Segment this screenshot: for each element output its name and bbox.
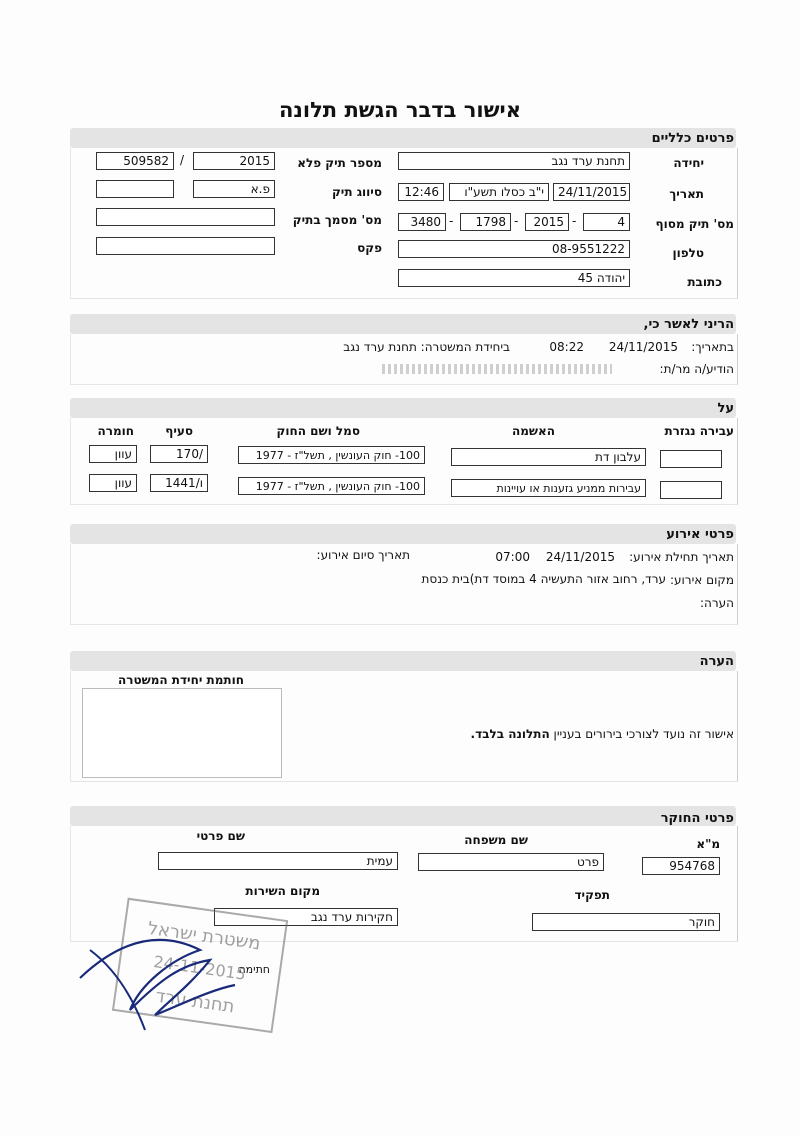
date-label: תאריך xyxy=(669,187,704,201)
event-heading: פרטי אירוע xyxy=(666,527,734,542)
stamp-line1: משטרת ישראל xyxy=(146,917,262,955)
first-name-label: שם פרטי xyxy=(196,829,245,843)
doc-num-label: מס' מסמך בתיק xyxy=(292,213,382,227)
offenses-heading: על xyxy=(717,401,734,416)
last-name-field: פרט xyxy=(418,853,604,871)
classification-label: סיווג תיק xyxy=(331,185,382,199)
pla-number-field: 509582 xyxy=(96,152,174,170)
event-place-value: ערד, רחוב אזור התעשיה 4 במוסד דת)בית כנסת xyxy=(421,572,666,586)
redacted-name xyxy=(382,364,612,374)
stamp-label: חותמת יחידת המשטרה xyxy=(117,673,244,687)
offense-row1-derived xyxy=(660,450,722,468)
offense-row2-law: 100- חוק העונשין , תשל"ז - 1977 xyxy=(238,477,425,495)
event-start-label: תאריך תחילת אירוע: xyxy=(629,550,734,564)
role-field: חוקר xyxy=(532,913,720,931)
first-name-field: עמית xyxy=(158,852,398,870)
classification-field: פ.א xyxy=(193,180,275,198)
address-label: כתובת xyxy=(687,275,722,289)
last-name-label: שם משפחה xyxy=(464,833,528,847)
fax-field xyxy=(96,237,275,255)
certify-heading: הריני לאשר כי, xyxy=(643,317,734,332)
remark-text xyxy=(471,727,734,741)
offense-row2-derived xyxy=(660,481,722,499)
event-section-header xyxy=(70,524,736,544)
col-severity: חומרה xyxy=(97,424,134,438)
investigator-section-header xyxy=(70,806,736,826)
remark-text-prefix: אישור זה נועד לצורכי בירורים בעניין xyxy=(553,727,734,741)
doc-num-field xyxy=(96,208,275,226)
certify-date-prefix: בתאריך: xyxy=(691,340,734,354)
col-section: סעיף xyxy=(165,424,193,438)
offense-row2-severity: עוון xyxy=(89,474,137,492)
signature-and-stamp xyxy=(60,890,290,1040)
col-law: סמל ושם החוק xyxy=(276,424,360,438)
phone-field: 08-9551222 xyxy=(398,240,630,258)
offense-row1-law: 100- חוק העונשין , תשל"ז - 1977 xyxy=(238,446,425,464)
address-field: יהודה 45 xyxy=(398,269,630,287)
remark-section-header xyxy=(70,651,736,671)
event-end-label: תאריך סיום אירוע: xyxy=(316,548,410,562)
offenses-section-header xyxy=(70,398,736,418)
unit-field: תחנת ערד נגב xyxy=(398,152,630,170)
signature-label: חתימה xyxy=(238,963,270,976)
remark-text-bold: התלונה בלבד. xyxy=(470,727,550,741)
certify-time: 08:22 xyxy=(549,340,584,354)
offense-row2-section: 144ו/1 xyxy=(150,474,208,492)
general-section-header xyxy=(70,128,736,148)
other-file-part3: 1798 xyxy=(460,213,511,231)
general-heading: פרטים כלליים xyxy=(651,131,734,146)
other-file-part1: 4 xyxy=(583,213,630,231)
investigator-heading: פרטי החוקר xyxy=(660,811,734,826)
certify-section-header xyxy=(70,314,736,334)
certify-date: 24/11/2015 xyxy=(608,340,678,354)
event-start-time: 07:00 xyxy=(495,550,530,564)
remark-heading: הערה xyxy=(699,654,734,669)
dash-2: - xyxy=(514,214,519,228)
stamp-date: 24-11-2015 xyxy=(152,951,248,984)
dash-1: - xyxy=(572,214,577,228)
service-label: מקום השירות xyxy=(245,884,320,898)
other-file-part4: 3480 xyxy=(398,213,446,231)
dash-3: - xyxy=(449,214,454,228)
other-file-label: מס' תיק מסוף xyxy=(655,217,734,231)
date-greg-field: 24/11/2015 xyxy=(553,183,630,201)
document-title: אישור בדבר הגשת תלונה xyxy=(278,98,522,122)
offense-row1-severity: עוון xyxy=(89,445,137,463)
offense-row1-section: 170/ xyxy=(150,445,208,463)
pla-year-field: 2015 xyxy=(193,152,275,170)
col-accusation: האשמה xyxy=(511,424,555,438)
event-start-date: 24/11/2015 xyxy=(545,550,615,564)
event-place-label: מקום אירוע: xyxy=(669,573,734,587)
phone-label: טלפון xyxy=(672,246,704,260)
id-label: מ"א xyxy=(696,837,720,851)
fax-label: פקס xyxy=(357,241,382,255)
police-stamp-area xyxy=(82,688,282,778)
date-hebrew-field: י"ב כסלו תשע"ו xyxy=(449,183,549,201)
unit-label: יחידה xyxy=(673,156,704,170)
certify-unit: ביחידת המשטרה: תחנת ערד נגב xyxy=(343,340,510,354)
other-file-part2: 2015 xyxy=(525,213,569,231)
date-time-field: 12:46 xyxy=(398,183,444,201)
offense-row1-accusation: עלבון דת xyxy=(451,448,646,466)
role-label: תפקיד xyxy=(574,888,610,902)
id-field: 954768 xyxy=(642,857,720,875)
offense-row2-accusation: עבירות ממניע גזענות או עויינות xyxy=(451,479,646,497)
informed-label: הודיע/ה מר/ת: xyxy=(659,362,734,376)
stamp-line3: תחנת ערד xyxy=(154,985,236,1018)
pla-separator: / xyxy=(180,153,185,167)
event-note-label: הערה: xyxy=(699,596,734,610)
pla-label: מספר תיק פלא xyxy=(297,156,382,170)
service-field: חקירות ערד נגב xyxy=(214,908,398,926)
classification-extra-field xyxy=(96,180,174,198)
col-derived: עבירה נגזרת xyxy=(664,424,734,438)
